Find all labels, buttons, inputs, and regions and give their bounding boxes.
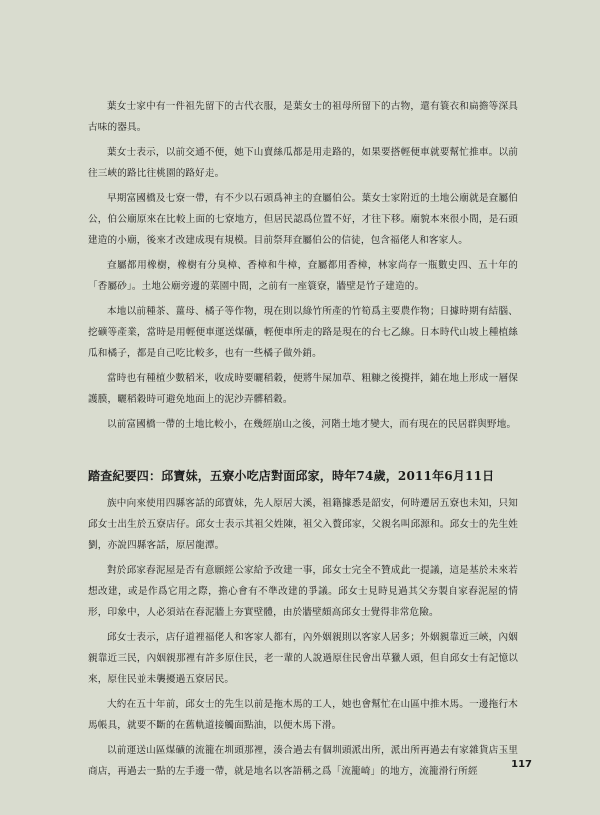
paragraph: 當時也有種植少數稻米，收成時要曬稻穀，便將牛屎加草、粗糠之後攪拌，鋪在地上形成一層保護膜，曬稻穀時可避免地面上的泥沙弄髒稻穀。	[88, 373, 518, 405]
paragraph: 以前富國橋一帶的土地比較小，在幾經崩山之後，河階土地才變大，而有現在的民居群與野地。	[107, 419, 517, 430]
section-heading: 踏查紀要四：邱寶妹，五寮小吃店對面邱家，時年74歲，2011年6月11日	[88, 469, 495, 483]
paragraph: 本地以前種茶、薑母、橘子等作物，現在則以綠竹所產的竹筍爲主要農作物；日據時期有結腦、挖礦等產業，當時是用輕便車運送煤礦，輕便車所走的路是現在的台七乙線。日本時代山坡上種植絲瓜和橘子，都是自己吃比較多，也有一些橘子做外銷。	[88, 306, 518, 359]
paragraph: 對於邱家舂泥屋是否有意願經公家給予改建一事，邱女士完全不贊成此一提議，這是基於未來若想改建，或是作爲它用之際，擔心會有不準改建的爭議。邱女士見時見過其父夯製自家舂泥屋的情形，印象中，人必須站在舂泥牆上夯實壁體，由於牆壁頗高邱女士覺得非常危險。	[88, 565, 518, 618]
paragraph: 大約在五十年前，邱女士的先生以前是拖木馬的工人，她也會幫忙在山區中推木馬。一邊拖行木馬帳具，就要不斷的在舊軌道接觸面點油，以便木馬下滑。	[88, 699, 518, 731]
paragraph: 族中向來使用四縣客話的邱寶妹，先人原居大溪，祖籍據悉是韶安，何時遷居五寮也未知，只知邱女士出生於五寮店仔。邱女士表示其祖父姓陳，祖父入贅邱家，父親名叫邱源和。邱女士的先生姓劉，亦說四縣客話，原居龍潭。	[88, 498, 518, 551]
paragraph: 早期富國橋及七寮一帶，有不少以石頭爲神主的㚗屬伯公。葉女士家附近的土地公廟就是㚗屬伯公，伯公廟原來在比較上面的七寮地方，但居民認爲位置不好，才往下移。廟貌本來很小間，是石頭建造的小廟，後來才改建成現有規模。目前祭拜㚗屬伯公的信徒，包含福佬人和客家人。	[88, 193, 518, 246]
body-text	[88, 96, 518, 786]
paragraph: 㚗屬都用橡樹，橡樹有分臭樟、香樟和牛樟，㚗屬都用香樟，林家尚存一瓶數史四、五十年的「香屬砂」。土地公廟旁邊的菜園中間，之前有一座簑寮，牆壁是竹子建造的。	[88, 260, 518, 292]
paragraph: 葉女士家中有一件祖先留下的古代衣服，是葉女士的祖母所留下的古物，還有簑衣和扁擔等深具古味的器具。	[88, 101, 518, 133]
paragraph: 邱女士表示，店仔道裡福佬人和客家人都有，內外姻親則以客家人居多；外姻親靠近三峽，內姻親靠近三民，內姻親那裡有許多原住民，老一輩的人說過原住民會出草獵人頭，但自邱女士有記憶以來，原住民並未襲擾過五寮居民。	[88, 632, 518, 685]
paragraph: 葉女士表示，以前交通不便，她下山賣絲瓜都是用走路的，如果要搭輕便車就要幫忙推車。以前往三峽的路比往桃園的路好走。	[88, 147, 518, 179]
paragraph: 以前運送山區煤礦的流籠在圳頭那裡，湊合過去有個圳頭派出所，派出所再過去有家雜貨店玉里商店，再過去一點的左手邊一帶，就是地名以客語稱之爲「流籠崎」的地方，流籠滑行所經	[88, 745, 518, 777]
page-number: 117	[511, 759, 532, 770]
